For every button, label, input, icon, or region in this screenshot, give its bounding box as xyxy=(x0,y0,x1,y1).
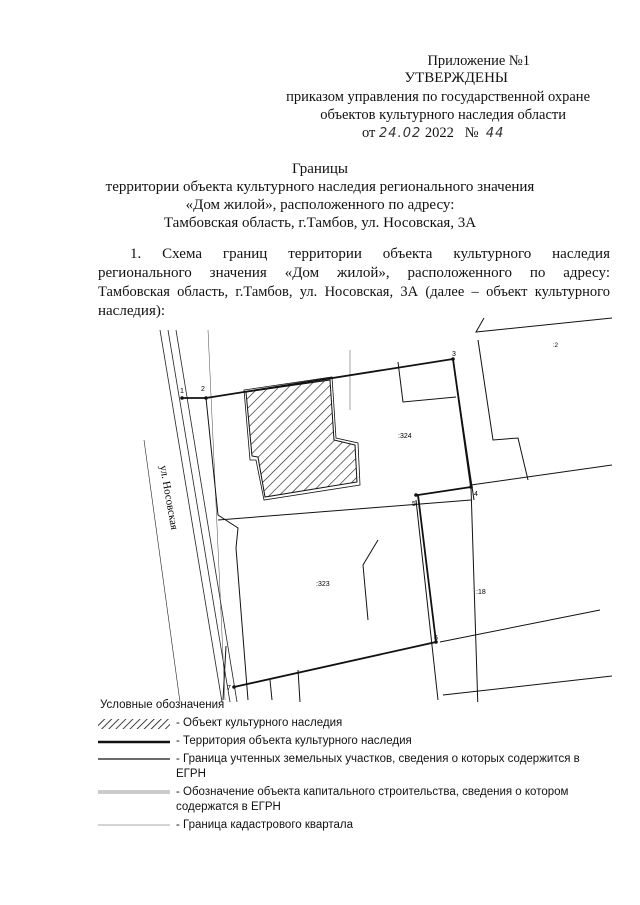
point-marker-7 xyxy=(232,685,236,689)
title-line-3: «Дом жилой», расположенного по адресу: xyxy=(185,197,455,213)
parcel-label-18: :18 xyxy=(476,589,486,596)
heritage-object-hatched xyxy=(246,380,357,497)
parcel-boundaries xyxy=(206,318,612,702)
boundary-scheme xyxy=(98,310,612,702)
legend-item-quarter xyxy=(98,818,610,836)
street-name: ул. Носовская xyxy=(157,464,181,531)
order-year: 2022 xyxy=(424,125,454,141)
legend-text-quarter: - Граница кадастрового квартала xyxy=(176,819,354,831)
legend-item-heritage xyxy=(98,716,610,734)
appendix-number: Приложение №1 xyxy=(427,53,530,69)
street-lines xyxy=(144,330,237,702)
legend-text-parcels: - Граница учтенных земельных участков, сведения о которых содержится в ЕГРН xyxy=(176,753,580,780)
legend-medium-line xyxy=(98,756,170,762)
title-line-4: Тамбовская область, г.Тамбов, ул. Носовская, 3А xyxy=(163,215,477,231)
date-prefix: от xyxy=(362,125,376,141)
point-label-7: 7 xyxy=(227,685,231,692)
title-line-1: Границы xyxy=(291,161,349,177)
legend-item-construction xyxy=(98,785,610,817)
approved-label: УТВЕРЖДЕНЫ xyxy=(404,70,508,86)
paragraph-line-2: регионального значения «Дом жилой», расположенного по адресу: xyxy=(98,265,610,281)
legend-text-territory: - Территория объекта культурного наследия xyxy=(176,735,412,747)
paragraph-line-1: 1. Схема границ территории объекта культурного наследия xyxy=(130,246,610,262)
point-marker-2 xyxy=(204,396,208,400)
point-label-6: 6 xyxy=(434,635,438,642)
legend-title: Условные обозначения xyxy=(100,699,225,711)
legend-thin-line xyxy=(98,822,170,828)
parcel-label-323: :323 xyxy=(316,581,330,588)
point-marker-4 xyxy=(469,485,473,489)
legend-double-line xyxy=(98,789,170,795)
order-date-line xyxy=(362,124,504,143)
paragraph-line-3: Тамбовская область, г.Тамбов, ул. Носовская, 3А (далее – объект культурного xyxy=(98,284,610,300)
point-label-4: 4 xyxy=(474,491,478,498)
number-sign: № xyxy=(464,125,479,141)
legend-item-territory xyxy=(98,734,610,752)
parcel-label-324: :324 xyxy=(398,433,412,440)
legend-thick-line xyxy=(98,739,170,745)
point-label-1: 1 xyxy=(180,388,184,395)
order-line-2: объектов культурного наследия области xyxy=(320,107,566,123)
point-label-5: 5 xyxy=(412,501,416,508)
point-label-2: 2 xyxy=(201,386,205,393)
handwritten-date: 24.02 xyxy=(379,126,422,141)
legend-text-heritage: - Объект культурного наследия xyxy=(176,717,343,729)
point-marker-5 xyxy=(414,493,418,497)
legend-item-parcels xyxy=(98,752,610,784)
handwritten-number: 44 xyxy=(485,126,505,141)
point-marker-1 xyxy=(180,396,184,400)
legend-text-construction: - Обозначение объекта капитального строительства, сведения о котором содержатся в ЕГРН xyxy=(176,786,569,813)
legend-hatch-symbol xyxy=(98,718,170,730)
order-line-1: приказом управления по государственной охране xyxy=(286,89,590,105)
point-label-3: 3 xyxy=(452,351,456,358)
title-line-2: территории объекта культурного наследия регионального значения xyxy=(105,179,535,195)
parcel-label-2: :2 xyxy=(553,343,559,349)
paragraph-line-4: наследия): xyxy=(98,303,166,319)
